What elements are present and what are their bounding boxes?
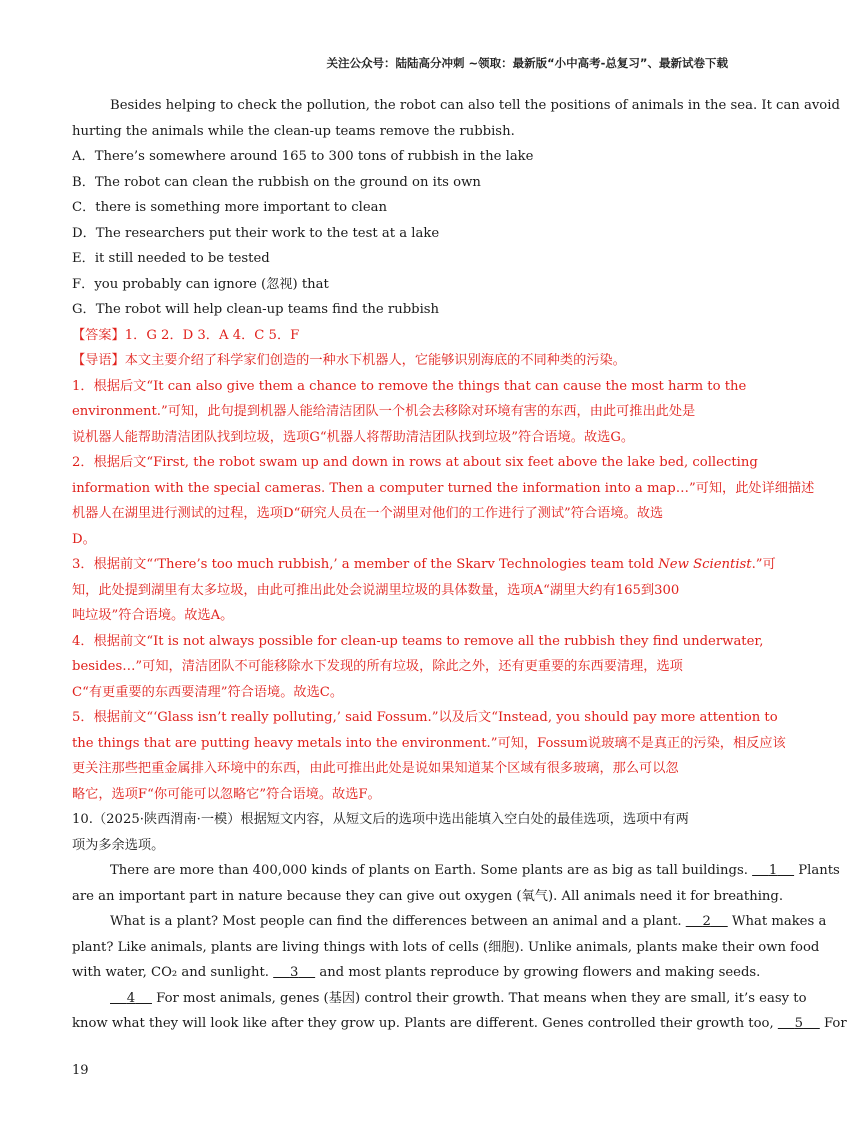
- option-b: B．The robot can clean the rubbish on the ground on its own: [72, 174, 481, 190]
- option-a: A．There’s somewhere around 165 to 300 tons of rubbish in the lake: [72, 149, 534, 164]
- blank-3: 3: [289, 965, 299, 980]
- explanation-line: 知，此处提到湖里有太多垃圾，由此可推出此处会说湖里垃圾的具体数量，选项A“湖里大约有165到300: [72, 582, 680, 598]
- explanation-line: 说机器人能帮助清洁团队找到垃圾，选项G“机器人将帮助清洁团队找到垃圾”符合语境。故选G。: [72, 429, 635, 445]
- passage2-text: with water, CO₂ and sunlight.: [72, 965, 269, 980]
- page-header: 关注公众号：陆陆高分冲刺 ~领取：最新版“小中高考-总复习”、最新试卷下载: [326, 56, 728, 70]
- blank-4: 4: [126, 990, 136, 1006]
- passage2-text: For: [824, 1016, 847, 1031]
- option-g: G．The robot will help clean-up teams find the rubbish: [72, 302, 440, 317]
- explanation-line: 4．根据前文“It is not always possible for clean-up teams to remove all the rubbish they find underwater,: [72, 633, 764, 649]
- passage2-text: For most animals, genes (基因) control their growth. That means when they are small, it’s easy to: [156, 990, 807, 1006]
- passage2-line: [72, 1011, 847, 1037]
- passage2-text: There are more than 400,000 kinds of plants on Earth. Some plants are as big as tall buildings.: [110, 863, 748, 878]
- blank-1: 1: [768, 863, 778, 878]
- option-d: D．The researchers put their work to the test at a lake: [72, 225, 440, 241]
- passage-line: hurting the animals while the clean-up teams remove the rubbish.: [72, 123, 515, 139]
- option-e: E．it still needed to be tested: [72, 251, 270, 266]
- explanation-line: 5．根据前文“‘Glass isn’t really polluting,’ said Fossum.”以及后文“Instead, you should pay more attention to: [72, 710, 778, 725]
- explanation-line: 更关注那些把重金属排入环境中的东西，由此可推出此处是说如果知道某个区域有很多玻璃，那么可以忽: [72, 761, 679, 776]
- guide-line: 【导语】本文主要介绍了科学家们创造的一种水下机器人，它能够识别海底的不同种类的污染。: [72, 353, 626, 368]
- question-10-line: 10.（2025·陕西渭南·一模）根据短文内容，从短文后的选项中选出能填入空白处的最佳选项，选项中有两: [72, 812, 689, 827]
- passage2-line: [72, 858, 840, 884]
- blank-2: 2: [702, 914, 711, 929]
- page-number: 19: [72, 1063, 89, 1078]
- question-10-line: 项为多余选项。: [72, 837, 165, 853]
- explanation-line: the things that are putting heavy metals into the environment.”可知，Fossum说玻璃不是真正的污染，相反应该: [72, 735, 786, 751]
- passage2-text: What is a plant? Most people can find the differences between an animal and a plant.: [110, 914, 682, 929]
- explanation-line: 2．根据后文“First, the robot swam up and down in rows at about six feet above the lake bed, collecting: [72, 455, 758, 470]
- option-f: F．you probably can ignore (忽视) that: [72, 276, 329, 292]
- explanation-line: besides…”可知，清洁团队不可能移除水下发现的所有垃圾，除此之外，还有更重要的东西要清理，选项: [72, 659, 683, 674]
- passage-line: Besides helping to check the pollution, the robot can also tell the positions of animals in the sea. It can avoid: [110, 98, 840, 113]
- blank-5: 5: [794, 1016, 804, 1031]
- passage2-line: are an important part in nature because they can give out oxygen (氧气). All animals need it for breathing.: [72, 888, 784, 904]
- passage2-line: [72, 960, 761, 986]
- explanation-line: 略它，选项F“你可能可以忽略它”符合语境。故选F。: [72, 786, 381, 802]
- passage2-text: and most plants reproduce by growing flowers and making seeds.: [319, 965, 761, 980]
- page-content: [72, 93, 847, 1037]
- explanation-line: C“有更重要的东西要清理”符合语境。故选C。: [72, 684, 344, 700]
- explanation-line: 1．根据后文“It can also give them a chance to remove the things that can cause the most harm to the: [72, 378, 747, 394]
- explanation-line: 机器人在湖里进行测试的过程，选项D“研究人员在一个湖里对他们的工作进行了测试”符合语境。故选: [72, 506, 664, 521]
- answer-line: 【答案】1．G 2．D 3．A 4．C 5．F: [72, 327, 300, 343]
- passage2-line: [72, 986, 807, 1012]
- explanation-line: information with the special cameras. Then a computer turned the information into a map…”可知，此处详细描述: [72, 480, 815, 496]
- explanation-line: D。: [72, 531, 96, 547]
- option-c: C．there is something more important to clean: [72, 200, 387, 215]
- passage2-text: Plants: [798, 863, 840, 878]
- passage2-text: What makes a: [731, 914, 827, 929]
- explanation-line: 3．根据前文“‘There’s too much rubbish,’ a member of the Skarv Technologies team told New Scientist.”可: [72, 557, 776, 572]
- explanation-line: environment.”可知，此句提到机器人能给清洁团队一个机会去移除对环境有害的东西，由此可推出此处是: [72, 404, 696, 419]
- passage2-text: know what they will look like after they grow up. Plants are different. Genes controlled their growth too,: [72, 1016, 774, 1031]
- passage2-line: [72, 909, 827, 935]
- passage2-line: plant? Like animals, plants are living things with lots of cells (细胞). Unlike animals, plants make their own food: [72, 939, 820, 955]
- explanation-line: 吨垃圾”符合语境。故选A。: [72, 608, 234, 623]
